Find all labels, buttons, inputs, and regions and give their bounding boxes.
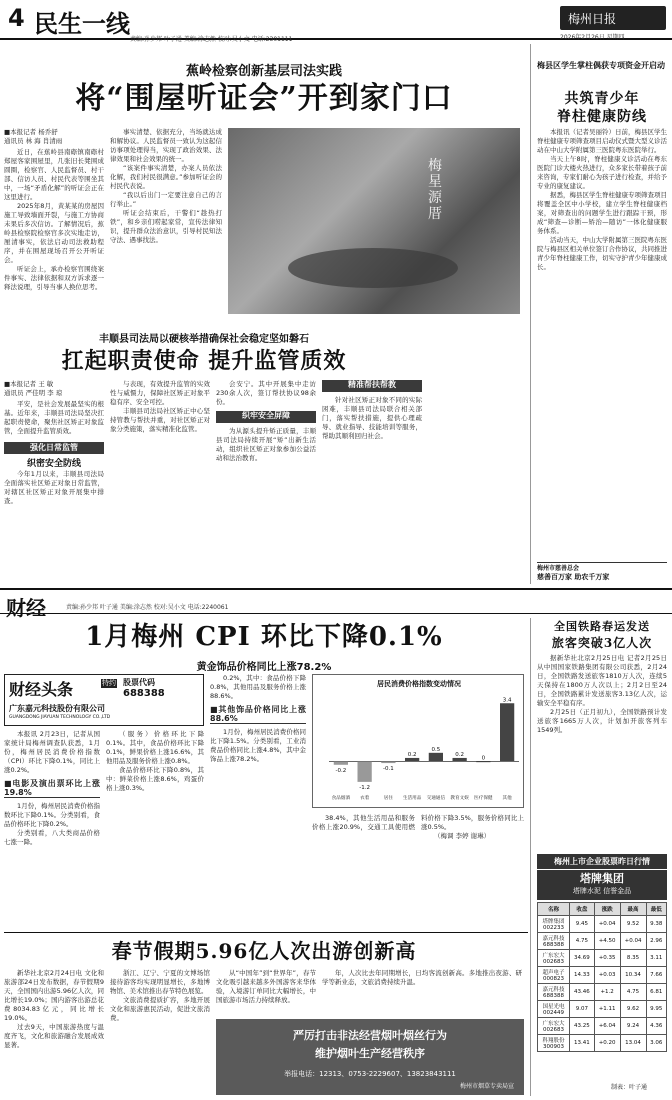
issue-date: 2026年2月26日 星期四 [560,34,625,41]
table-row [538,1018,667,1035]
ad-org: 梅州市烟草专卖局宣 [459,1083,514,1090]
table-cell: 收盘 [570,903,595,916]
cpi-col2 [106,730,204,920]
charity-slogan: 慈善百万家 助农千万家 [537,573,610,581]
right-top-headline-1: 共筑青少年 [564,91,640,107]
table-cell: +0.04 [594,916,620,933]
table-cell: 塔牌集团 002233 [538,916,570,933]
paragraph: 1月份，梅州居民消费价格同比下降1.5%。分类别看，工业消费品价格同比上涨4.8%，其中金饰品上涨78.2%。 [210,728,306,763]
table-cell: +1.11 [594,1001,620,1018]
chart-data-label: -0.2 [335,767,347,774]
mid-story-col-b [110,380,210,530]
chart-bar [453,758,467,761]
chart-bar [334,761,348,764]
table-cell: 13.41 [570,1035,595,1052]
bottom-col-a [4,969,104,1095]
mid-sub-kicker-1: 强化日常监管 [4,442,104,454]
market-table [537,902,667,1052]
paragraph: 分类别看，八大类商品价格七涨一降。 [4,829,100,846]
mid-story-col-a2 [4,470,104,530]
stock-box-tag: 特约 [102,679,116,687]
table-row [538,950,667,967]
chart-data-label: -1.2 [359,784,370,791]
paragraph: 事实清楚、依据充分，当场就达成和解协议。人民监督员一致认为这起信访事项处理得当，实现了政治效果、法律效果和社会效果的统一。 [110,128,222,163]
table-cell: 3.06 [646,1035,667,1052]
chart-category-label: 其他 [502,796,512,801]
table-cell: 13.04 [620,1035,646,1052]
bottom-story [4,932,528,1096]
top-story-byline: ■本报记者 杨乔舒 通讯员 林 海 肖清雨 [4,128,63,145]
table-cell: +6.04 [594,1018,620,1035]
tobacco-ad [216,1019,524,1095]
paragraph: “该案件事实清楚，办案人员依法化解，我们村民很满意。”参加听证会的村民代表说。 [110,164,222,190]
table-cell: 涨跌 [594,903,620,916]
table-row [538,916,667,933]
chart-data-label: 0.5 [431,746,441,753]
stock-box [4,674,204,726]
bottom-col-d [322,969,522,1015]
paragraph: 据新华社北京2月25日电 记者2月25日从中国国家铁路集团有限公司获悉，2月24日，全国铁路发送旅客1810万人次，连续5天保持在1800万人次以上；2月2日至24日，全国铁路累计发送旅客3.13亿人次，运输安全平稳有序。 [537,654,667,707]
table-cell: 最低 [646,903,667,916]
finance-editor-line: 责编:孙少邦 叶子通 美编:涂志然 校对:吴小文 电话:2240061 [66,604,229,611]
table-cell: +1.2 [594,984,620,1001]
table-cell: 9.62 [620,1001,646,1018]
chart-category-label: 教育文娱 [450,796,469,801]
company-banner [537,870,667,900]
table-cell: 广东宏大 002683 [538,1018,570,1035]
paragraph: 过去9天，中国旅游热度与温度齐飞，文化和旅游融合发展成效显著。 [4,1023,104,1049]
table-row [538,984,667,1001]
chart-bar [500,703,514,761]
table-cell: 3.11 [646,950,667,967]
top-story-col2 [110,128,222,314]
section-title: 民生一线 [34,10,130,38]
top-story-kicker: 蕉岭检察创新基层司法实践 [185,64,342,79]
chart-data-label: 0.2 [455,751,464,758]
table-cell: 9.07 [570,1001,595,1018]
mid-story-col-d [322,380,422,530]
table-header-row [538,903,667,916]
cpi-story [4,618,528,928]
editor-line: 责编:孙少邦 叶子通 美编:涂志然 校对:吴小文 电话:2301111 [130,36,293,43]
bottom-col-b [110,969,210,1095]
rail-headline: 旅客突破3亿人次 [551,636,653,650]
charity-logo: 梅州市慈善总会 [537,565,580,572]
photo-table [288,248,458,288]
stock-code-label: 股票代码 [123,678,155,687]
table-cell: 9.95 [646,1001,667,1018]
company-banner-logo: 塔牌集团 [580,872,624,885]
chart-category-label: 衣着 [360,796,370,801]
table-cell: 6.81 [646,984,667,1001]
chart-bar [429,753,443,762]
paragraph: 1月份，梅州居民消费价格指数环比下降0.1%。分类别看，食品价格环比下降0.2%。 [4,802,100,828]
table-cell: 8.35 [620,950,646,967]
mid-sub-kicker-2: 织牢安全屏障 [216,411,316,423]
table-cell: 9.24 [620,1018,646,1035]
paragraph: “我以后出门一定要注意自己的言行举止。” [110,191,222,208]
company-name: 广东嘉元科技股份有限公司 [9,704,105,713]
paragraph: 当天上午8时，脊柱健康义诊活动在粤东医院门诊大楼火热进行，众多家长带着孩子前来咨询，专家们耐心为孩子进行检查，并给予专业的康复建议。 [537,155,667,190]
paragraph: 文旅消费提质扩容，多地开展文化和旅游惠民活动，促进文旅消费。 [110,996,210,1022]
paragraph: 本报讯 2月23日，记者从国家统计局梅州调查队获悉，1月份，梅州居民消费价格指数（CPI）环比下降0.1%，同比上涨0.2%。 [4,730,100,774]
table-footer: 制表：叶子通 [611,1084,648,1091]
company-name-en: GUANGDONG JIAYUAN TECHNOLOGY CO.,LTD [9,715,111,720]
mid-story-col-c [216,380,316,530]
page-header [0,0,672,43]
paragraph: 为从源头提升矫正质量，丰顺县司法局持续开展“矫”出新生活动，组织社区矫正对象参加公益活动和法治教育。 [216,427,316,462]
table-cell: 43.25 [570,1018,595,1035]
paragraph: 0.2%，其中：食品价格下降0.8%，其他用品及服务价格上涨88.6%。 [210,674,306,700]
cpi-chart-svg [313,675,525,809]
paragraph: 听证会结束后，干警们“趁热打铁”，和乡亲们唠起家常，宣传法律知识，提升群众法治意识，引导村民知法守法、遇事找法。 [110,209,222,244]
paragraph: 新华社北京2月24日电 文化和旅游部24日发布数据，春节假期9天，全国国内出游5.96亿人次，同比增长19.0%；国内游客出游总花费8034.83亿元，同比增长19.0%。 [4,969,104,1022]
cpi-chart [312,674,524,808]
chart-category-label: 医疗保健 [474,796,493,801]
table-cell: 名称 [538,903,570,916]
table-cell: +0.35 [594,950,620,967]
chart-bar [476,761,490,762]
table-cell: 嘉元科技 688388 [538,984,570,1001]
table-cell: 4.75 [620,984,646,1001]
chart-data-label: -0.1 [383,766,394,773]
bottom-col-c [216,969,316,1015]
table-cell: +0.04 [620,933,646,950]
cpi-col4 [312,814,524,920]
chart-bar [358,761,372,782]
cpi-subhead: 黄金饰品价格同比上涨78.2% [196,662,332,673]
top-story [4,44,524,294]
table-cell: 34.69 [570,950,595,967]
rail-kicker: 全国铁路春运发送 [554,620,650,633]
paragraph: 针对社区矫正对象不同的实际困难，丰顺县司法局联合相关部门，落实帮扶措施，提供心理疏导、就业指导、技能培训等服务，帮助其顺利回归社会。 [322,396,422,440]
table-cell: 4.36 [646,1018,667,1035]
table-cell: +0.20 [594,1035,620,1052]
table-cell: 10.34 [620,967,646,984]
cpi-col3 [210,674,306,920]
table-cell: 最高 [620,903,646,916]
table-cell: 科翔股份 300903 [538,1035,570,1052]
chart-category-label: 居住 [383,796,393,801]
stock-code: 688388 [123,688,165,699]
right-top-story [530,44,668,584]
market-title: 梅州上市企业股票昨日行情 [537,854,667,869]
mid-story-col-a [4,400,104,440]
paragraph: 浙江、辽宁、宁夏的文博场馆接待游客均实现明显增长，多地博物馆、美术馆推出春节特色展览。 [110,969,210,995]
right-bottom-story [530,618,668,1096]
paragraph: （梅调 李婷 谢琳） [434,832,491,840]
page-number: 4 [8,4,25,32]
chart-data-label: 3.4 [502,697,512,704]
bottom-headline: 春节假期5.96亿人次出游创新高 [111,939,417,963]
paragraph: 会安宁。其中开展集中走访230余人次，签订帮扶协议98余份。 [216,380,316,406]
paragraph: 本报讯（记者吴丽铃）日前，梅县区学生脊柱健康专项筛查项目启动仪式暨大型义诊活动在中山大学附属第三医院粤东医院举行。 [537,128,667,154]
chart-bar [405,758,419,761]
paragraph: 丰顺县司法局社区矫正中心坚持管教与帮扶并重，对社区矫正对象分类施策，落实精准化监管。 [110,407,210,433]
chart-data-label: 0.2 [407,751,417,758]
table-cell: +4.50 [594,933,620,950]
paragraph: 今年1月以来，丰顺县司法局全面落实社区矫正对象日常监管，对辖区社区矫正对象开展集中排查。 [4,470,104,505]
right-top-kicker: 梅县区学生掌柱偶获专项资金开启动 [537,61,665,70]
table-cell: 9.52 [620,916,646,933]
finance-section-title: 财经 [6,596,46,620]
table-row [538,967,667,984]
chart-category-label: 食品烟酒 [331,796,351,801]
cpi-sub-head-2: ■其他饰品价格同比上涨88.6% [210,705,306,723]
paragraph: 38.4%，其他生活用品和服务价格上涨20.9%，交通工具使用燃料价格下降3.5%，服务价格同比上涨0.5%。 [312,814,524,831]
paragraph: 据悉，梅县区学生脊柱健康专项筛查项目将覆盖全区中小学校，建立学生脊柱健康档案，对筛查出的问题学生进行跟踪干预，形成“筛查—诊断—矫治—随访”一体化健康服务体系。 [537,191,667,235]
cpi-headline: 1月梅州 CPI 环比下降0.1% [85,622,443,652]
photo-sign: 梅星源厝 [428,158,442,222]
mid-sub-kicker-3: 精准帮扶帮教 [322,380,422,392]
chart-category-label: 交通通信 [426,796,446,801]
table-cell: 超声电子 000823 [538,967,570,984]
paragraph: 平安，是社会发展最坚实的根基。近年来，丰顺县司法局坚决扛起职责使命，聚焦社区矫正对象监管，全面提升监管质效。 [4,400,104,435]
mid-story-headline: 扛起职责使命 提升监管质效 [61,348,347,374]
mid-story [4,330,524,540]
cpi-sub-head-1: ■电影及演出票环比上涨19.8% [4,779,100,797]
table-cell: 2.96 [646,933,667,950]
paragraph: 年，人次比去年同期增长，日均客流创新高。多地推出夜游、研学等新业态，文旅消费持续升温。 [322,969,522,986]
table-row [538,1035,667,1052]
finance-header [0,588,672,620]
right-top-headline-2: 脊柱健康防线 [557,109,647,125]
mid-story-kicker: 丰顺县司法局以硬核举措确保社会稳定坚如磐石 [99,334,309,345]
table-cell: 嘉元科技 688388 [538,933,570,950]
charity-ad [537,562,667,582]
table-cell: 7.66 [646,967,667,984]
table-cell: 4.75 [570,933,595,950]
paragraph: 从“中国年”到“世界年”，春节文化吸引越来越多外国游客来华体验，入境游订单同比大幅增长，中国旅游市场活力持续释放。 [216,969,316,1004]
table-cell: 广东宏大 002683 [538,950,570,967]
table-row [538,1001,667,1018]
market-table-wrap [537,902,667,1052]
stock-box-title: 财经头条 [9,680,74,699]
chart-category-label: 生活用品 [402,796,422,801]
paragraph: （服务）价格环比下降0.1%。其中，食品价格环比下降0.1%，鲜果价格上涨16.6%，其他用品及服务价格上涨0.8%。 [106,730,204,765]
table-cell: 14.33 [570,967,595,984]
paragraph: 听证会上，承办检察官围绕案件事实、法律依据和双方诉求逐一释法说理，引导当事人换位思考。 [4,265,104,291]
ad-line-1: 严厉打击非法经营烟叶烟丝行为 [293,1029,447,1042]
chart-bar [381,761,395,763]
ad-phone: 举报电话：12313、0753-2229607、13823843111 [284,1070,456,1078]
chart-data-label: 0 [481,755,486,762]
table-cell: 9.45 [570,916,595,933]
cpi-col1 [4,730,100,920]
top-story-col1 [4,148,104,314]
paragraph: 食品价格环比下降0.8%，其中：鲜菜价格上涨8.6%，鸡蛋价格上涨0.3%。 [106,766,204,792]
mid-story-byline: ■本报记者 王 敏 通讯员 严佳明 李 琼 [4,380,63,397]
paragraph: 近日，在蕉岭县南磜镇南磜村郑屋客家围屋里，几张旧长凳围成圆圈，检察官、人民监督员、村干部、信访人员、村民代表等围坐其中，一场“矛盾化解”的听证会正在这里进行。 [4,148,104,201]
table-cell: 43.46 [570,984,595,1001]
hearing-photo [228,128,520,314]
rail-body [537,654,667,850]
table-row [538,933,667,950]
newspaper-logo: 梅州日报 [560,6,666,30]
ad-line-2: 维护烟叶生产经营秩序 [315,1047,425,1060]
table-cell: 9.38 [646,916,667,933]
table-cell: 国星光电 002449 [538,1001,570,1018]
paragraph: 2025年8月，黄某某的房屋因施工导致墙面开裂，与施工方协商未果后多次信访。了解情况后，蕉岭县检察院检察官多次实地走访，厘清事实，依法启动司法救助程序，并在围屋现场召开公开听证会。 [4,202,104,264]
table-cell: +0.03 [594,967,620,984]
chart-title: 居民消费价格指数变动情况 [377,680,461,688]
paragraph: 2月25日（正月初九），全国铁路预计发送旅客1665万人次，计划加开旅客列车1549列。 [537,708,667,734]
company-banner-slogan: 塔牌水泥 信誉金品 [572,887,632,895]
paragraph: 活动当天，中山大学附属第三医院粤东医院与梅县区相关单位签订合作协议，共同推进青少年脊柱健康工作，切实守护青少年健康成长。 [537,236,667,271]
paragraph: 与表现，有效提升监管的实效性与威慑力，保障社区矫正对象平稳有序、安全可控。 [110,380,210,406]
right-top-body [537,128,667,558]
top-story-headline: 将“围屋听证会”开到家门口 [75,81,453,116]
mid-sub-head-1: 织密安全防线 [26,459,81,469]
